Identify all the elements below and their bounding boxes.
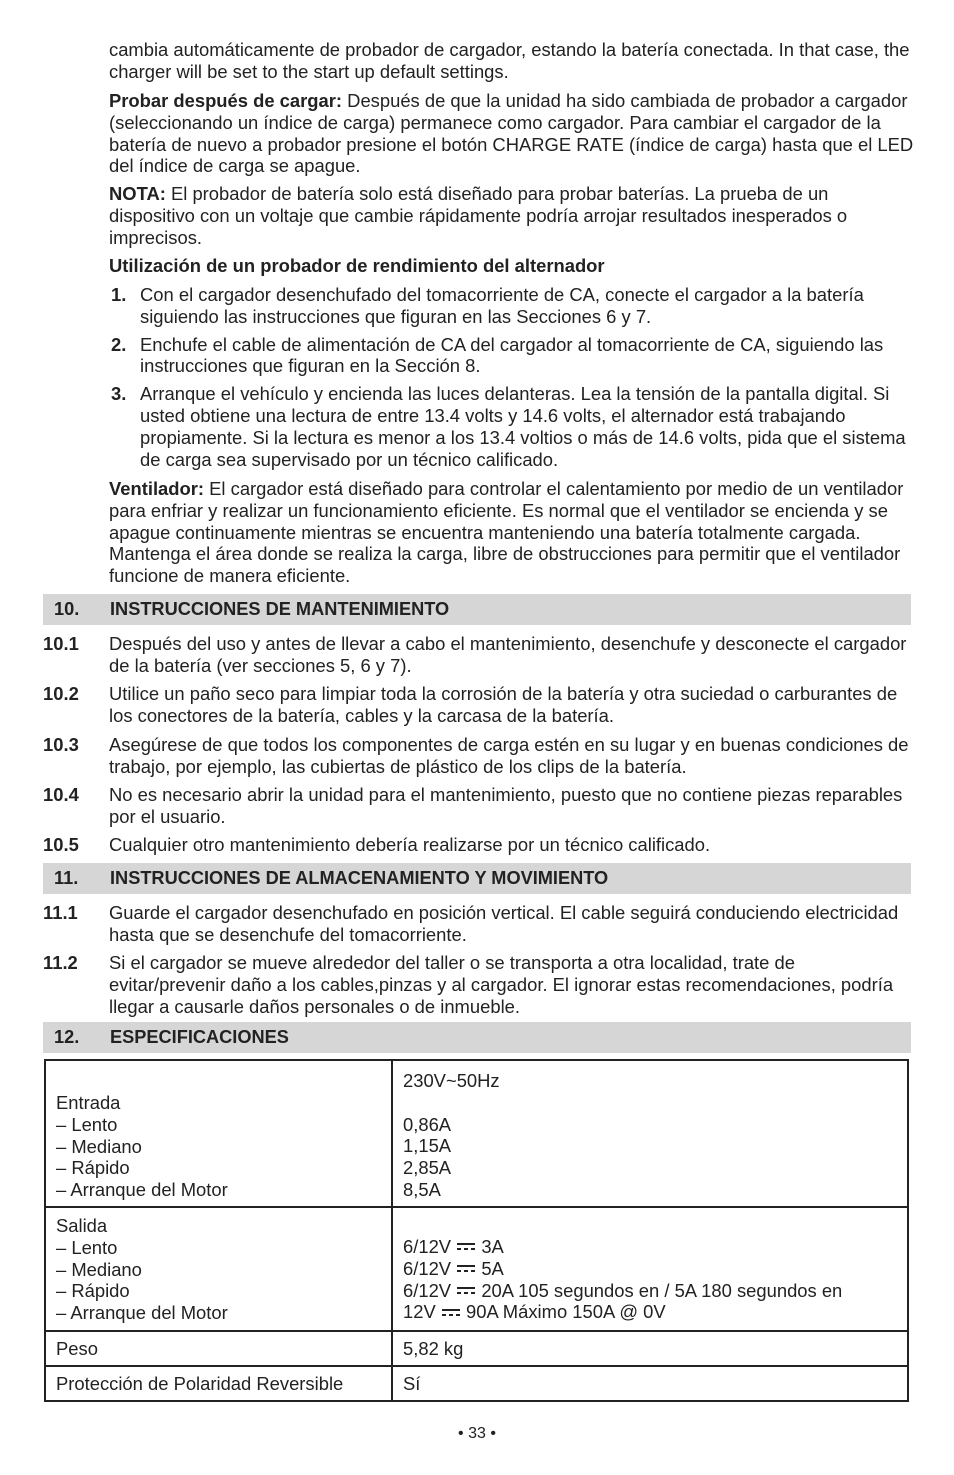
output-value <box>403 1258 901 1280</box>
item-11-1 <box>43 902 911 946</box>
item-number: 10.4 <box>43 784 79 805</box>
input-value: 2,85A <box>403 1157 452 1179</box>
output-mode: – Mediano <box>56 1258 142 1280</box>
table-row <box>45 1366 908 1401</box>
item-number: 10.3 <box>43 734 79 755</box>
section-title: ESPECIFICACIONES <box>110 1027 289 1047</box>
item-text: No es necesario abrir la unidad para el mantenimiento, puesto que no contiene piezas reparables por el usuario. <box>109 784 903 827</box>
voltage-text: 6/12V <box>403 1279 452 1301</box>
dc-symbol-icon <box>457 1242 475 1252</box>
section-number: 12. <box>54 1027 80 1047</box>
fan-label: Ventilador: <box>109 478 205 499</box>
item-number: 10.5 <box>43 834 79 855</box>
probar-text: Después de que la unidad ha sido cambiada de probador a cargador (seleccionando un índice de carga) permanece como cargador. Para cambiar el cargador de la batería de nuevo a probador presione el botón CHARGE RATE (índice de carga) hasta que el LED del índice de carga se apague. <box>109 90 914 177</box>
input-label: Entrada <box>56 1092 121 1113</box>
output-value <box>403 1301 901 1323</box>
fan-paragraph <box>109 478 914 587</box>
item-text: Después del uso y antes de llevar a cabo el mantenimiento, desenchufe y desconecte el cargador de la batería (ver secciones 5, 6 y 7). <box>109 633 907 676</box>
item-10-4 <box>43 784 911 828</box>
input-value-cell <box>392 1060 908 1207</box>
item-text: Asegúrese de que todos los componentes de carga estén en su lugar y en buenas condiciones de trabajo, por ejemplo, las cubiertas de plástico de los clips de la batería. <box>109 734 909 777</box>
section-12-header <box>43 1022 911 1053</box>
alternator-steps <box>109 284 909 470</box>
output-value <box>403 1280 901 1302</box>
dc-symbol-icon <box>457 1264 475 1274</box>
dc-symbol-icon <box>442 1308 460 1318</box>
dc-symbol-icon <box>457 1286 475 1296</box>
list-item <box>109 284 909 328</box>
item-10-3 <box>43 734 911 778</box>
weight-label: Peso <box>45 1331 392 1366</box>
current-text: 3A <box>481 1235 504 1257</box>
section-10-header <box>43 594 911 625</box>
table-row <box>45 1207 908 1331</box>
item-text: Cualquier otro mantenimiento debería realizarse por un técnico calificado. <box>109 834 711 855</box>
item-10-1 <box>43 633 911 677</box>
output-value-cell <box>392 1207 908 1331</box>
item-text: Guarde el cargador desenchufado en posición vertical. El cable seguirá conduciendo electricidad hasta que se desenchufe del tomacorriente. <box>109 902 899 945</box>
output-mode: – Rápido <box>56 1280 130 1302</box>
output-value <box>403 1236 901 1258</box>
polarity-label: Protección de Polaridad Reversible <box>45 1366 392 1401</box>
item-text: Si el cargador se mueve alrededor del taller o se transporta a otra localidad, trate de evitar/prevenir daño a los cables,pinzas y al cargador. El ignorar estas recomendaciones, podría llegar a causarle daños personales o de inmueble. <box>109 952 894 1017</box>
step-text: Arranque el vehículo y encienda las luces delanteras. Lea la tensión de la pantalla digital. Si usted obtiene una lectura de entre 13.4 volts y 14.6 volts, el alternador está trabajando propiamente. Si la lectura es menor a los 13.4 voltios o más de 14.6 volts, pida que el sistema de carga sea supervisado por un técnico calificado. <box>140 383 906 470</box>
current-text: 90A Máximo 150A @ 0V <box>465 1301 666 1323</box>
item-number: 10.1 <box>43 633 79 654</box>
item-number: 10.2 <box>43 683 79 704</box>
section-number: 11. <box>54 868 79 888</box>
input-mode: – Rápido <box>56 1157 130 1179</box>
voltage-text: 12V <box>403 1301 436 1323</box>
weight-value: 5,82 kg <box>392 1331 908 1366</box>
alternator-heading: Utilización de un probador de rendimiento del alternador <box>109 255 605 276</box>
nota-label: NOTA: <box>109 183 166 204</box>
input-mode: – Lento <box>56 1113 118 1135</box>
item-number: 11.2 <box>43 952 78 973</box>
list-item <box>109 334 909 378</box>
input-voltage: 230V~50Hz <box>403 1070 500 1091</box>
item-10-5 <box>43 834 911 856</box>
input-value: 0,86A <box>403 1113 452 1135</box>
output-label-cell <box>45 1207 392 1331</box>
table-row <box>45 1060 908 1207</box>
input-value: 8,5A <box>403 1178 441 1200</box>
input-label-cell <box>45 1060 392 1207</box>
polarity-value: Sí <box>392 1366 908 1401</box>
voltage-text: 6/12V <box>403 1235 452 1257</box>
output-label: Salida <box>56 1214 108 1236</box>
item-number: 11.1 <box>43 902 78 923</box>
nota-paragraph <box>109 183 914 248</box>
section-11-header <box>43 863 911 894</box>
probar-label: Probar después de cargar: <box>109 90 343 111</box>
nota-text: El probador de batería solo está diseñado para probar baterías. La prueba de un dispositivo con un voltaje que cambie rápidamente podría arrojar resultados inesperados o imprecisos. <box>109 183 848 248</box>
step-text: Con el cargador desenchufado del tomacorriente de CA, conecte el cargador a la batería siguiendo las instrucciones que figuran en las Secciones 6 y 7. <box>140 284 864 327</box>
output-mode: – Arranque del Motor <box>56 1302 228 1324</box>
input-mode: – Arranque del Motor <box>56 1179 228 1201</box>
page-number: • 33 • <box>458 1425 496 1442</box>
list-item <box>109 383 909 470</box>
section-number: 10. <box>54 599 80 619</box>
step-number: 2. <box>111 333 127 355</box>
step-number: 1. <box>111 284 127 305</box>
step-text: Enchufe el cable de alimentación de CA del cargador al tomacorriente de CA, siguiendo las instrucciones que figuran en la Sección 8. <box>140 333 884 377</box>
output-mode: – Lento <box>56 1236 118 1258</box>
item-text: Utilice un paño seco para limpiar toda la corrosión de la batería y otra suciedad o carburantes de los conectores de la batería, cables y la carcasa de la batería. <box>109 683 898 726</box>
item-10-2 <box>43 683 911 727</box>
fan-text: El cargador está diseñado para controlar el calentamiento por medio de un ventilador para enfriar y realizar un funcionamiento eficiente. Es normal que el ventilador se encienda y se apague continuamente mientras se encuentra manteniendo una batería totalmente cargada. Mantenga el área donde se realiza la carga, libre de obstrucciones para permitir que el ventilador funcione de manera eficiente. <box>109 478 904 587</box>
input-value: 1,15A <box>403 1135 452 1157</box>
current-text: 20A 105 segundos en / 5A 180 segundos en <box>481 1279 843 1301</box>
step-number: 3. <box>111 383 127 405</box>
item-11-2 <box>43 952 911 1017</box>
specifications-table <box>44 1059 909 1402</box>
section-title: INSTRUCCIONES DE MANTENIMIENTO <box>110 599 450 619</box>
current-text: 5A <box>481 1257 504 1279</box>
probar-paragraph <box>109 90 914 177</box>
intro-continuation: cambia automáticamente de probador de cargador, estando la batería conectada. In that case, the charger will be set to the start up default settings. <box>109 39 910 82</box>
input-mode: – Mediano <box>56 1135 142 1157</box>
section-title: INSTRUCCIONES DE ALMACENAMIENTO Y MOVIMIENTO <box>110 868 609 888</box>
voltage-text: 6/12V <box>403 1257 452 1279</box>
table-row <box>45 1331 908 1366</box>
